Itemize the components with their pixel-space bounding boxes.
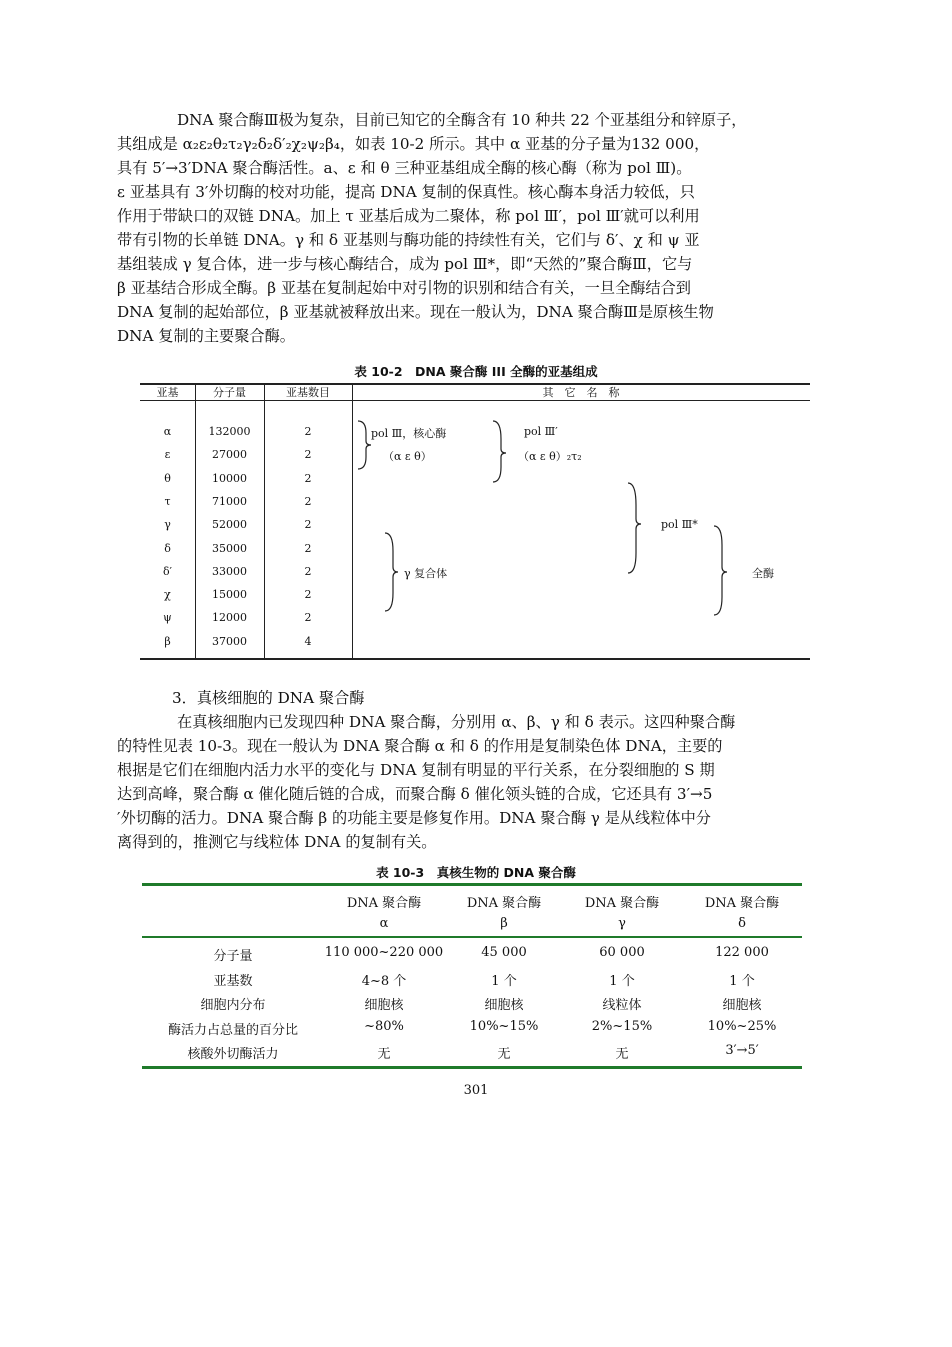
table-cell: 1 个 <box>609 973 635 989</box>
paragraph-line: ε 亚基具有 3′外切酶的校对功能，提高 DNA 复制的保真性。核心酶本身活力较低，只 <box>117 183 695 201</box>
paragraph-line: 的特性见表 10-3。现在一般认为 DNA 聚合酶 α 和 δ 的作用是复制染色体 DNA，主要的 <box>117 737 723 755</box>
table-cell-subunit: β <box>164 634 171 648</box>
column-header-greek: β <box>500 916 508 931</box>
column-header-greek: δ <box>738 916 746 931</box>
table-cell-mw: 35000 <box>212 541 247 555</box>
paragraph-line: 离得到的，推测它与线粒体 DNA 的复制有关。 <box>117 833 437 851</box>
paragraph-line: 其组成是 α₂ε₂θ₂τ₂γ₂δ₂δ′₂χ₂ψ₂β₄，如表 10-2 所示。其中 α 亚基的分子量为132 000， <box>117 135 710 153</box>
column-header-greek: γ <box>618 916 626 931</box>
table-cell: 1 个 <box>491 973 517 989</box>
table-cell-subunit: χ <box>164 588 171 602</box>
table-cell-count: 4 <box>304 634 312 648</box>
paragraph-line: 在真核细胞内已发现四种 DNA 聚合酶，分别用 α、β、γ 和 δ 表示。这四种聚合酶 <box>177 713 736 731</box>
table-cell-mw: 10000 <box>212 471 247 485</box>
table-cell-count: 2 <box>304 448 312 462</box>
table-cell: 4~8 个 <box>361 973 407 989</box>
table-cell-count: 2 <box>304 425 312 438</box>
table-cell: 线粒体 <box>602 998 642 1013</box>
column-header-name: DNA 聚合酶 <box>704 896 780 911</box>
holoenzyme-brace <box>714 526 727 615</box>
column-header-name: DNA 聚合酶 <box>346 896 422 911</box>
core-enzyme-formula: （α ε θ） <box>383 450 432 463</box>
pol-iii-prime-formula: （α ε θ）₂τ₂ <box>518 450 582 463</box>
table-cell: 2%~15% <box>591 1018 653 1034</box>
table-cell-count: 2 <box>304 611 312 625</box>
table-cell-subunit: τ <box>164 494 171 508</box>
table-cell-subunit: δ′ <box>162 564 173 578</box>
header-subunit: 亚基 <box>156 386 179 399</box>
table-cell: 45 000 <box>481 945 527 960</box>
table-cell-mw: 52000 <box>212 518 247 532</box>
table-cell-subunit: γ <box>164 518 171 532</box>
table-cell-count: 2 <box>304 471 312 485</box>
table-top-rule <box>142 883 802 886</box>
table-cell-mw: 27000 <box>212 448 247 462</box>
table-10-3 <box>142 883 802 1069</box>
table-cell-mw: 33000 <box>212 564 247 578</box>
core-brace <box>358 421 371 469</box>
eukaryote-paragraph <box>117 710 809 854</box>
paragraph-line: 根据是它们在细胞内活力水平的变化与 DNA 复制有明显的平行关系，在分裂细胞的 S 期 <box>117 761 715 779</box>
table-cell-subunit: δ <box>164 541 171 555</box>
table-cell-subunit: ε <box>164 448 171 462</box>
paragraph-line: 带有引物的长单链 DNA。γ 和 δ 亚基则与酶功能的持续性有关，它们与 δ′、χ 和 ψ 亚 <box>117 231 700 249</box>
table-cell: 10%~15% <box>469 1018 539 1034</box>
paragraph-line: DNA 复制的主要聚合酶。 <box>117 327 295 345</box>
row-label: 细胞内分布 <box>200 998 266 1013</box>
polIIIstar-brace <box>628 483 641 573</box>
section-heading: 3．真核细胞的 DNA 聚合酶 <box>172 689 365 707</box>
column-header-name: DNA 聚合酶 <box>466 896 542 911</box>
table-cell: 无 <box>615 1047 629 1062</box>
table-cell-mw: 12000 <box>212 611 247 625</box>
column-header-name: DNA 聚合酶 <box>584 896 660 911</box>
table-cell: 60 000 <box>599 945 645 960</box>
table-cell: 细胞核 <box>722 998 762 1013</box>
paragraph-line: ′外切酶的活力。DNA 聚合酶 β 的功能主要是修复作用。DNA 聚合酶 γ 是从线粒体中分 <box>117 809 711 827</box>
row-label: 分子量 <box>213 949 253 964</box>
row-label: 亚基数 <box>213 973 253 989</box>
pol-iii-star-label: pol Ⅲ* <box>661 518 698 531</box>
header-other-names: 其 它 名 称 <box>542 386 620 399</box>
paragraph-line: 达到高峰，聚合酶 α 催化随后链的合成，而聚合酶 δ 催化领头链的合成，它还具有 3′→5 <box>117 785 713 803</box>
table-cell-subunit: ψ <box>163 611 172 625</box>
table-cell: 10%~25% <box>707 1018 777 1034</box>
header-mw: 分子量 <box>213 386 246 399</box>
table-cell-subunit: α <box>163 425 172 438</box>
table-cell: 3′→5′ <box>725 1043 759 1058</box>
table-cell: 1 个 <box>729 973 755 989</box>
table-cell-count: 2 <box>304 564 312 578</box>
paragraph-line: 作用于带缺口的双链 DNA。加上 τ 亚基后成为二聚体，称 pol Ⅲ′，pol Ⅲ′就可以利用 <box>117 207 700 225</box>
table-cell-mw: 37000 <box>212 634 247 648</box>
intro-paragraph <box>117 108 809 348</box>
table-cell: 110 000~220 000 <box>324 945 444 960</box>
paragraph-line: 基组装成 γ 复合体，进一步与核心酶结合，成为 pol Ⅲ*，即“天然的”聚合酶Ⅲ，它与 <box>117 255 693 273</box>
table-cell-mw: 71000 <box>212 494 247 508</box>
table-cell-count: 2 <box>304 541 312 555</box>
row-label: 酶活力占总量的百分比 <box>167 1022 298 1038</box>
table-cell-count: 2 <box>304 494 312 508</box>
table-cell: 无 <box>497 1047 511 1062</box>
core-enzyme-label: pol Ⅲ，核心酶 <box>371 427 447 440</box>
paragraph-line: β 亚基结合形成全酶。β 亚基在复制起始中对引物的识别和结合有关，一旦全酶结合到 <box>117 279 691 297</box>
table-cell-mw: 132000 <box>208 425 251 438</box>
table-cell-count: 2 <box>304 518 312 532</box>
table-10-2 <box>140 383 810 659</box>
table-10-2-caption: 表 10-2 DNA 聚合酶 III 全酶的亚基组成 <box>354 364 598 379</box>
holoenzyme-label: 全酶 <box>752 567 774 580</box>
header-count: 亚基数目 <box>286 386 330 399</box>
table-10-3-caption: 表 10-3 真核生物的 DNA 聚合酶 <box>376 865 576 880</box>
table-cell: 无 <box>377 1047 391 1062</box>
table-cell: 细胞核 <box>364 998 404 1013</box>
paragraph-line: DNA 复制的起始部位，β 亚基就被释放出来。现在一般认为，DNA 聚合酶Ⅲ是原核生物 <box>117 303 714 321</box>
pol-iii-prime-label: pol Ⅲ′ <box>524 425 558 438</box>
row-label: 核酸外切酶活力 <box>187 1047 279 1062</box>
column-header-greek: α <box>379 916 389 931</box>
table-cell-mw: 15000 <box>212 588 247 602</box>
gamma-complex-brace <box>385 533 398 611</box>
table-bottom-rule <box>142 1066 802 1069</box>
table-cell-subunit: θ <box>164 471 171 485</box>
table-cell: 122 000 <box>715 945 769 960</box>
paragraph-line: 具有 5′→3′DNA 聚合酶活性。a、ε 和 θ 三种亚基组成全酶的核心酶（称为 pol Ⅲ)。 <box>117 159 692 177</box>
table-cell: ~80% <box>364 1018 404 1034</box>
table-header-rule <box>142 936 802 938</box>
table-cell-count: 2 <box>304 588 312 602</box>
polIIIprime-brace <box>493 421 506 482</box>
table-cell: 细胞核 <box>484 998 524 1013</box>
brace-diagram <box>140 383 810 659</box>
page-number: 301 <box>463 1083 489 1098</box>
gamma-complex-label: γ 复合体 <box>404 567 448 580</box>
paragraph-line: DNA 聚合酶Ⅲ极为复杂，目前已知它的全酶含有 10 种共 22 个亚基组分和锌原子， <box>177 111 747 129</box>
